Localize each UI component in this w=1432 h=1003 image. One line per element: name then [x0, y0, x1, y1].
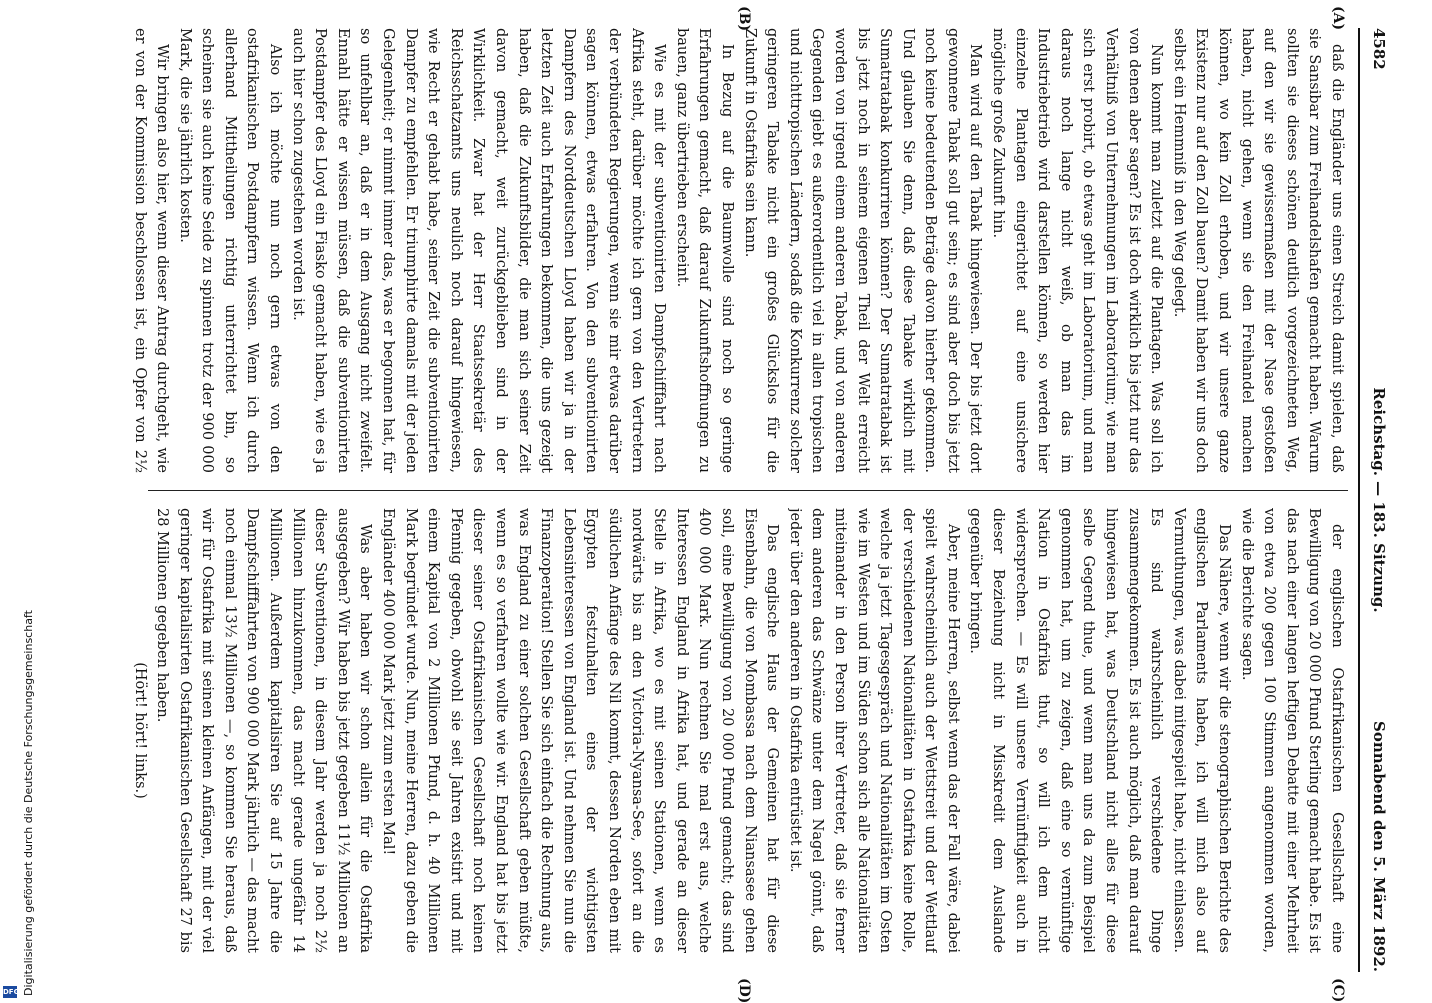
paragraph: Was aber haben wir schon allein für die Ostafrika ausgegeben? Wir haben bis jetzt gegeben 11½ Millionen an dieser Subventionen, in diesem Jahr werden ja noch 2½ Millionen hinzukommen, das macht gerade ungefähr 14 Millionen. Außerdem kapitalisiren Sie auf 15 Jahre die Dampfschifffahrten von 900 000 Mark jährlich — das macht noch einmal 13½ Millionen —, so kommen Sie heraus, daß wir für Ostafrika mit seinen kleinen Anfängen, mit der viel geringer kapitalisirten Ostafrikanischen Gesellschaft 27 bis 28 Millionen gegeben haben.: [154, 508, 374, 953]
header-rule: [1358, 28, 1360, 972]
interjection: (Hört! hört! links.): [131, 662, 148, 799]
paragraph: Wir bringen also hier, wenn dieser Antrag durchgeht, wie er von der Kommission beschlossen ist, ein Opfer von 2½: [131, 28, 171, 473]
page-header: [1362, 28, 1392, 972]
page-number: 4582: [1370, 28, 1388, 70]
paragraph: Man wird auf den Tabak hingewiesen. Der bis jetzt dort gewonnene Tabak soll gut sein; es sind aber doch bis jetzt noch keine bedeutenden Beträge davon hierher gekommen. Und glauben Sie denn, daß diese Tabake wirklich mit Sumatratabak konkurriren können? Der Sumatratabak ist bis jetzt noch in seinem eigenen Theil der Welt erreicht worden von irgend einem anderen Tabak, und von anderen Gegenden giebt es außerordentlich viel in allen tropischen und nichttropischen Ländern, sodaß die Konkurrenz solcher geringeren Tabake nicht ein großes Glückslos für die Zukunft in Ostafrika sein kann.: [741, 28, 984, 473]
paragraph: Aber, meine Herren, selbst wenn das der Fall wäre, dabei spielt wahrscheinlich auch der Wettstreit und der Wettlauf der verschiedenen Nationalitäten in Ostafrika keine Rolle, welche ja jetzt Tagesgespräch und Nationalitäten im Osten wie im Westen und im Süden schon sich alle Nationalitäten miteinander in den Person ihrer Vertreter, daß sie ferner dem anderen das Schwänze unter dem Nagel gönnt, daß jeder über den anderen in Ostafrika entrüstet ist.: [786, 508, 961, 953]
page-body: [62, 6, 1392, 1003]
margin-marker-b: (B): [736, 6, 752, 32]
session-title: Reichstag. — 183. Sitzung.: [1370, 387, 1388, 613]
margin-marker-c: (C): [1330, 978, 1346, 1003]
paragraph: Wie es mit der subventionirten Dampfschifffahrt nach Afrika steht, darüber möchte ich gern von den Vertretern der verbündeten Regierungen, wenn sie mir etwas darüber sagen können, etwas erfahren. Von den subventionirten Dampfern des Norddeutschen Lloyd haben wir ja in der letzten Zeit auch Erfahrungen bekommen, die uns gezeigt haben, daß die Zukunftsbilder, die man sich seiner Zeit davon gemacht, weit zurückgeblieben sind in der Wirklichkeit. Zwar hat der Herr Staatssekretär des Reichsschatzamts uns neulich noch darauf hingewiesen, wie Recht er gehabt habe, seiner Zeit die subventionirten Dampfer zu empfehlen. Er triumphirte damals mit der jeden Gelegenheit; er nimmt immer das, was er begonnen hat, für so unfehlbar an, daß er in dem Ausgang nicht zweifelt. Ennahl hätte er wissen müssen, daß die subventionirten Postdampfer des Lloyd ein Fiasko gemacht haben, wie es ja auch hier schon zugestehen worden ist.: [289, 28, 668, 473]
paragraph: Also ich möchte nun noch gern etwas von den ostafrikanischen Postdampfern wissen. Wenn ich durch allerhand Mittheilungen richtig unterrichtet bin, so scheinen sie auch keine Seide zu spinnen trotz der 900 000 Mark, die sie jährlich kosten.: [176, 28, 284, 473]
paragraph: Nun kommt man zuletzt auf die Plantagen. Was soll ich von denen aber sagen? Es ist doch wirklich bis jetzt nur das Verhältniß von Unternehmungen im Laboratorium; wie man sich erst probirt, ob etwas geht im Laboratorium, und man daraus noch lange nicht weiß, ob man das im Industriebetrieb wird darstellen können, so werden hier einzelne Plantagen eingerichtet auf eine unsichere mögliche große Zukunft hin.: [990, 28, 1165, 473]
paragraph: der englischen Ostafrikanischen Gesellschaft eine Bewilligung von 20 000 Pfund Sterling gemacht habe. Es ist das nach einer langen heftigen Debatte mit einer Mehrheit von etwa 200 gegen 100 Stimmen angenommen worden, wie die Berichte sagen.: [1238, 508, 1345, 953]
left-column: [128, 28, 1348, 473]
margin-marker-a: (A): [1330, 6, 1346, 31]
paragraph: In Bezug auf die Baumwolle sind noch so geringe Erfahrungen gemacht, daß darauf Zukunftshoffnungen zu bauen, ganz übertrieben erscheint.: [673, 28, 735, 473]
right-column: [128, 508, 1348, 953]
footer-credit: Digitalisierung gefördert durch die Deutsche Forschungsgemeinschaft: [22, 610, 35, 996]
digitization-footer: [4, 16, 35, 996]
paragraph: Das englische Haus der Gemeinen hat für diese Eisenbahn, die von Mombassa nach dem Niansasee gehen soll, eine Bewilligung von 20 000 Pfund gemacht; das sind 400 000 Mark. Nun rechnen Sie mal erst aus, welche Interessen England in Afrika hat, und gerade an dieser Stelle in Afrika, wo es mit seinen Stationen, wenn es nordwärts bis an den Victoria-Nyansa-See, sofort an die südlichen Anfänge des Nil kommt, dessen Norden eben mit Egypten festzuhalten eines der wichtigsten Lebensinteressen von England ist. Und nehmen Sie nun die Finanzoperation! Stellen Sie sich einfach die Rechnung aus, was England zu einer solchen Gesellschaft geben müßte, wenn es so verfahren wollte wie wir. England hat bis jetzt dieser seiner Ostafrikanischen Gesellschaft noch keinen Pfennig gegeben, obwohl sie seit Jahren existirt und mit einem Kapital von 2 Millionen Pfund, d. h. 40 Millionen Mark begründet wurde. Nun, meine Herren, dazu geben die Engländer 400 000 Mark jetzt zum ersten Mal!: [380, 508, 781, 953]
session-date: Sonnabend den 5. März 1892.: [1370, 721, 1388, 972]
dfg-logo-icon: DFG: [3, 988, 20, 996]
column-divider: [148, 490, 1348, 491]
margin-marker-d: (D): [736, 978, 752, 1003]
paragraph: Das Nähere, wenn wir die stenographischen Berichte des englischen Parlaments haben, ich will mich also auf Vermuthungen, was dabei mitgespielt habe, nicht einlassen. Es sind wahrscheinlich verschiedene Dinge zusammengekommen. Es ist auch möglich, daß man darauf hingewiesen hat, was Deutschland nicht alles für diese selbe Gegend thue, und wenn man uns da zum Beispiel genommen hat, um zu zeigen, daß eine so vernünftige Nation in Ostafrika thut, so will ich dem nicht widersprechen. — Es will unsere Vernünftigkeit auch in dieser Beziehung nicht in Misskredit dem Auslande gegenüber bringen.: [967, 508, 1233, 953]
paragraph: daß die Engländer uns einen Streich damit spielen, daß sie Sansibar zum Freihandelshafen gemacht haben. Warum sollten sie dieses schönen deutlich vorgezeichneten Weg, auf den wir sie gewissermaßen mit der Nase gestoßen haben, nicht gehen, wenn sie den Freihandel machen können, wo kein Zoll erhoben, und wir unsere ganze Existenz nur auf den Zoll bauen? Damit haben wir uns doch selbst ein Hemmniß in den Weg gelegt.: [1170, 28, 1345, 473]
